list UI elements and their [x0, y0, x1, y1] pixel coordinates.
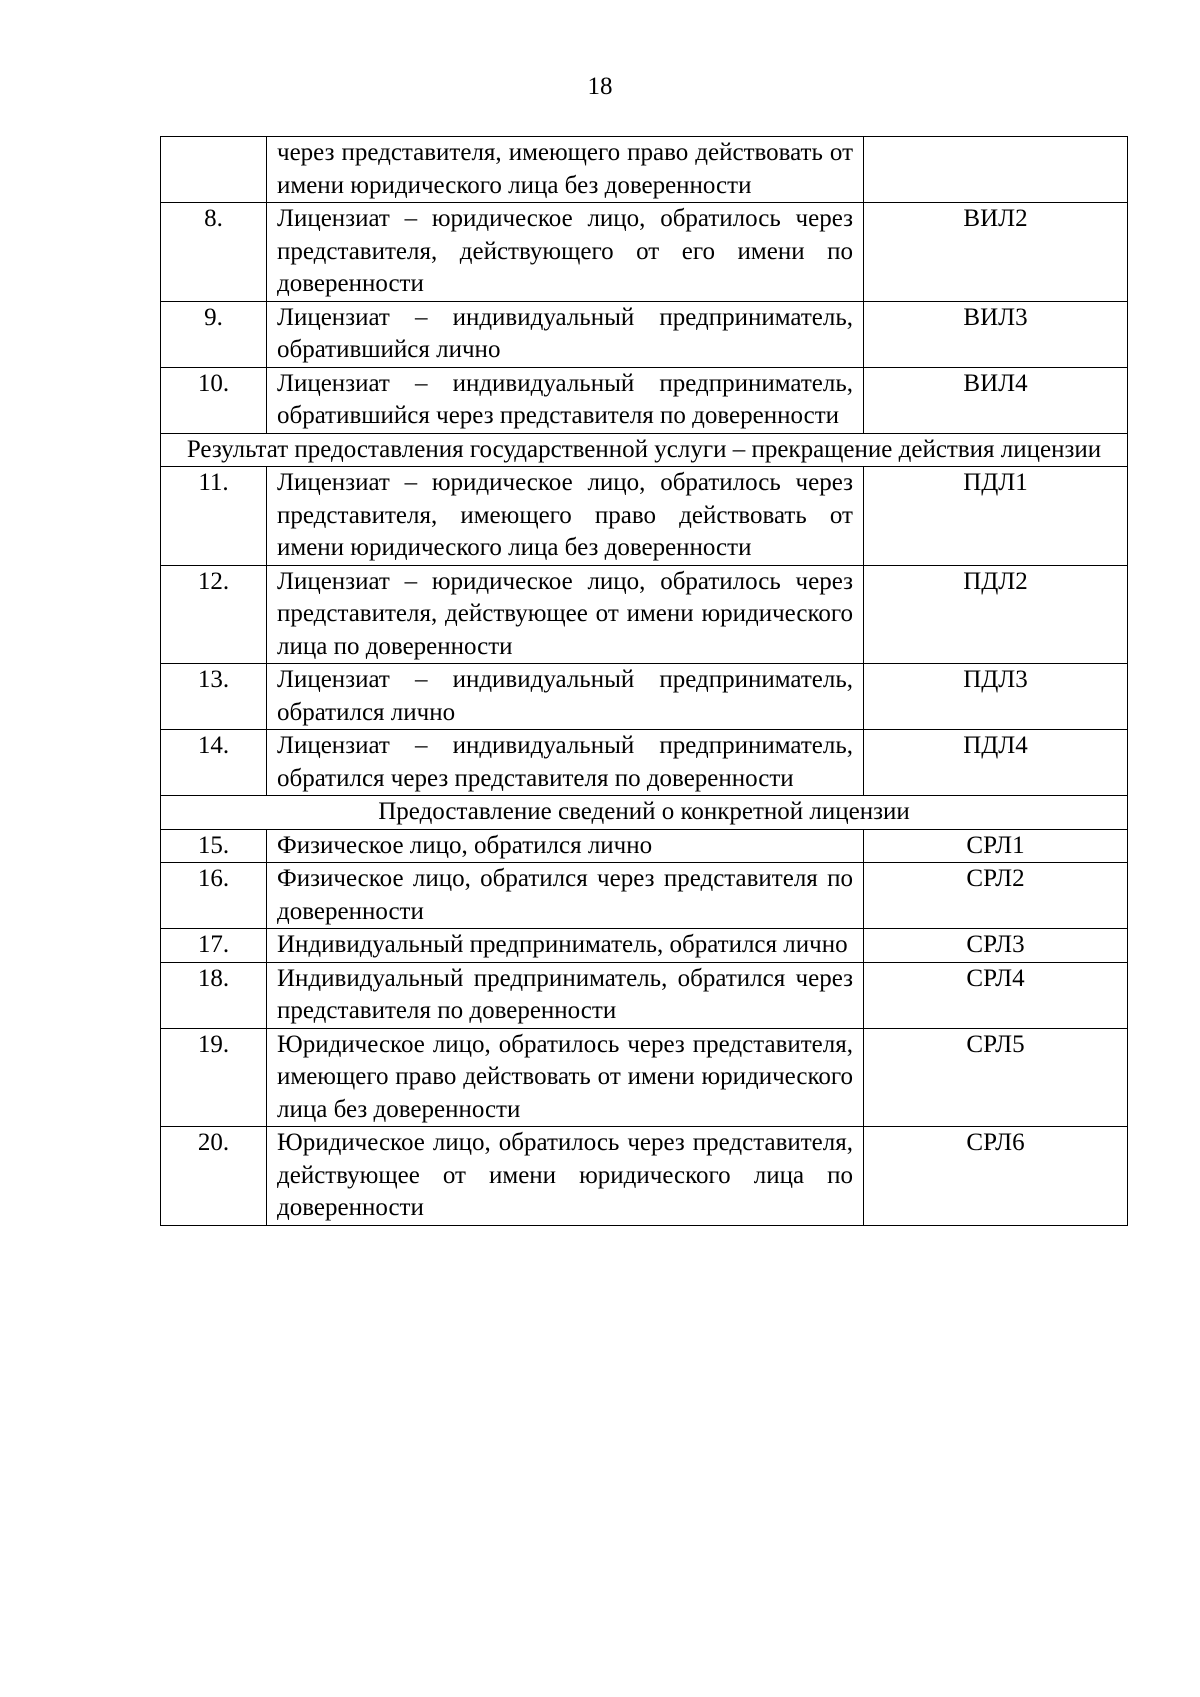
- table-row: [161, 962, 1128, 1028]
- row-description: Лицензиат – индивидуальный предприниматель, обратившийся через представителя по доверенности: [267, 367, 864, 433]
- row-number: 12.: [161, 565, 267, 664]
- row-code: СРЛ5: [864, 1028, 1128, 1127]
- row-number: 13.: [161, 664, 267, 730]
- row-description: Индивидуальный предприниматель, обратился лично: [267, 929, 864, 963]
- row-number: 11.: [161, 467, 267, 566]
- table-row: [161, 467, 1128, 566]
- row-code: СРЛ2: [864, 863, 1128, 929]
- row-description: Лицензиат – юридическое лицо, обратилось через представителя, действующего от его имени по доверенности: [267, 203, 864, 302]
- row-number: 10.: [161, 367, 267, 433]
- row-code: ПДЛ2: [864, 565, 1128, 664]
- row-number: 20.: [161, 1127, 267, 1226]
- row-code: [864, 137, 1128, 203]
- row-description: Лицензиат – юридическое лицо, обратилось через представителя, действующее от имени юридического лица по доверенности: [267, 565, 864, 664]
- section-header-text: Предоставление сведений о конкретной лицензии: [161, 796, 1128, 830]
- table-body: [161, 137, 1128, 1226]
- row-description: Лицензиат – индивидуальный предприниматель, обратился лично: [267, 664, 864, 730]
- row-code: ПДЛ1: [864, 467, 1128, 566]
- row-number: 19.: [161, 1028, 267, 1127]
- row-description: Физическое лицо, обратился лично: [267, 829, 864, 863]
- table-row: [161, 863, 1128, 929]
- section-header-row: [161, 433, 1128, 467]
- row-code: ПДЛ4: [864, 730, 1128, 796]
- row-code: ВИЛ2: [864, 203, 1128, 302]
- row-number: 9.: [161, 301, 267, 367]
- row-description: Юридическое лицо, обратилось через представителя, имеющего право действовать от имени юридического лица без доверенности: [267, 1028, 864, 1127]
- row-code: СРЛ6: [864, 1127, 1128, 1226]
- row-description: через представителя, имеющего право действовать от имени юридического лица без доверенности: [267, 137, 864, 203]
- row-code: СРЛ4: [864, 962, 1128, 1028]
- row-number: 18.: [161, 962, 267, 1028]
- row-code: СРЛ3: [864, 929, 1128, 963]
- row-description: Юридическое лицо, обратилось через представителя, действующее от имени юридического лица по доверенности: [267, 1127, 864, 1226]
- row-number: 17.: [161, 929, 267, 963]
- table-row: [161, 1028, 1128, 1127]
- table-row: [161, 829, 1128, 863]
- table-row: [161, 301, 1128, 367]
- row-code: ПДЛ3: [864, 664, 1128, 730]
- row-description: Индивидуальный предприниматель, обратился через представителя по доверенности: [267, 962, 864, 1028]
- table-row: [161, 565, 1128, 664]
- row-description: Физическое лицо, обратился через представителя по доверенности: [267, 863, 864, 929]
- row-number: [161, 137, 267, 203]
- table-row: [161, 367, 1128, 433]
- table-row: [161, 137, 1128, 203]
- row-number: 15.: [161, 829, 267, 863]
- table-row: [161, 1127, 1128, 1226]
- row-code: ВИЛ4: [864, 367, 1128, 433]
- table-row: [161, 203, 1128, 302]
- section-header-text: Результат предоставления государственной услуги – прекращение действия лицензии: [161, 433, 1128, 467]
- row-description: Лицензиат – индивидуальный предприниматель, обратился через представителя по доверенности: [267, 730, 864, 796]
- table-row: [161, 730, 1128, 796]
- section-header-row: [161, 796, 1128, 830]
- row-code: СРЛ1: [864, 829, 1128, 863]
- row-code: ВИЛ3: [864, 301, 1128, 367]
- table-row: [161, 664, 1128, 730]
- table-row: [161, 929, 1128, 963]
- license-codes-table: [160, 136, 1128, 1226]
- row-description: Лицензиат – юридическое лицо, обратилось через представителя, имеющего право действовать от имени юридического лица без доверенности: [267, 467, 864, 566]
- page-number: 18: [587, 73, 613, 100]
- row-number: 16.: [161, 863, 267, 929]
- row-number: 14.: [161, 730, 267, 796]
- row-description: Лицензиат – индивидуальный предприниматель, обратившийся лично: [267, 301, 864, 367]
- row-number: 8.: [161, 203, 267, 302]
